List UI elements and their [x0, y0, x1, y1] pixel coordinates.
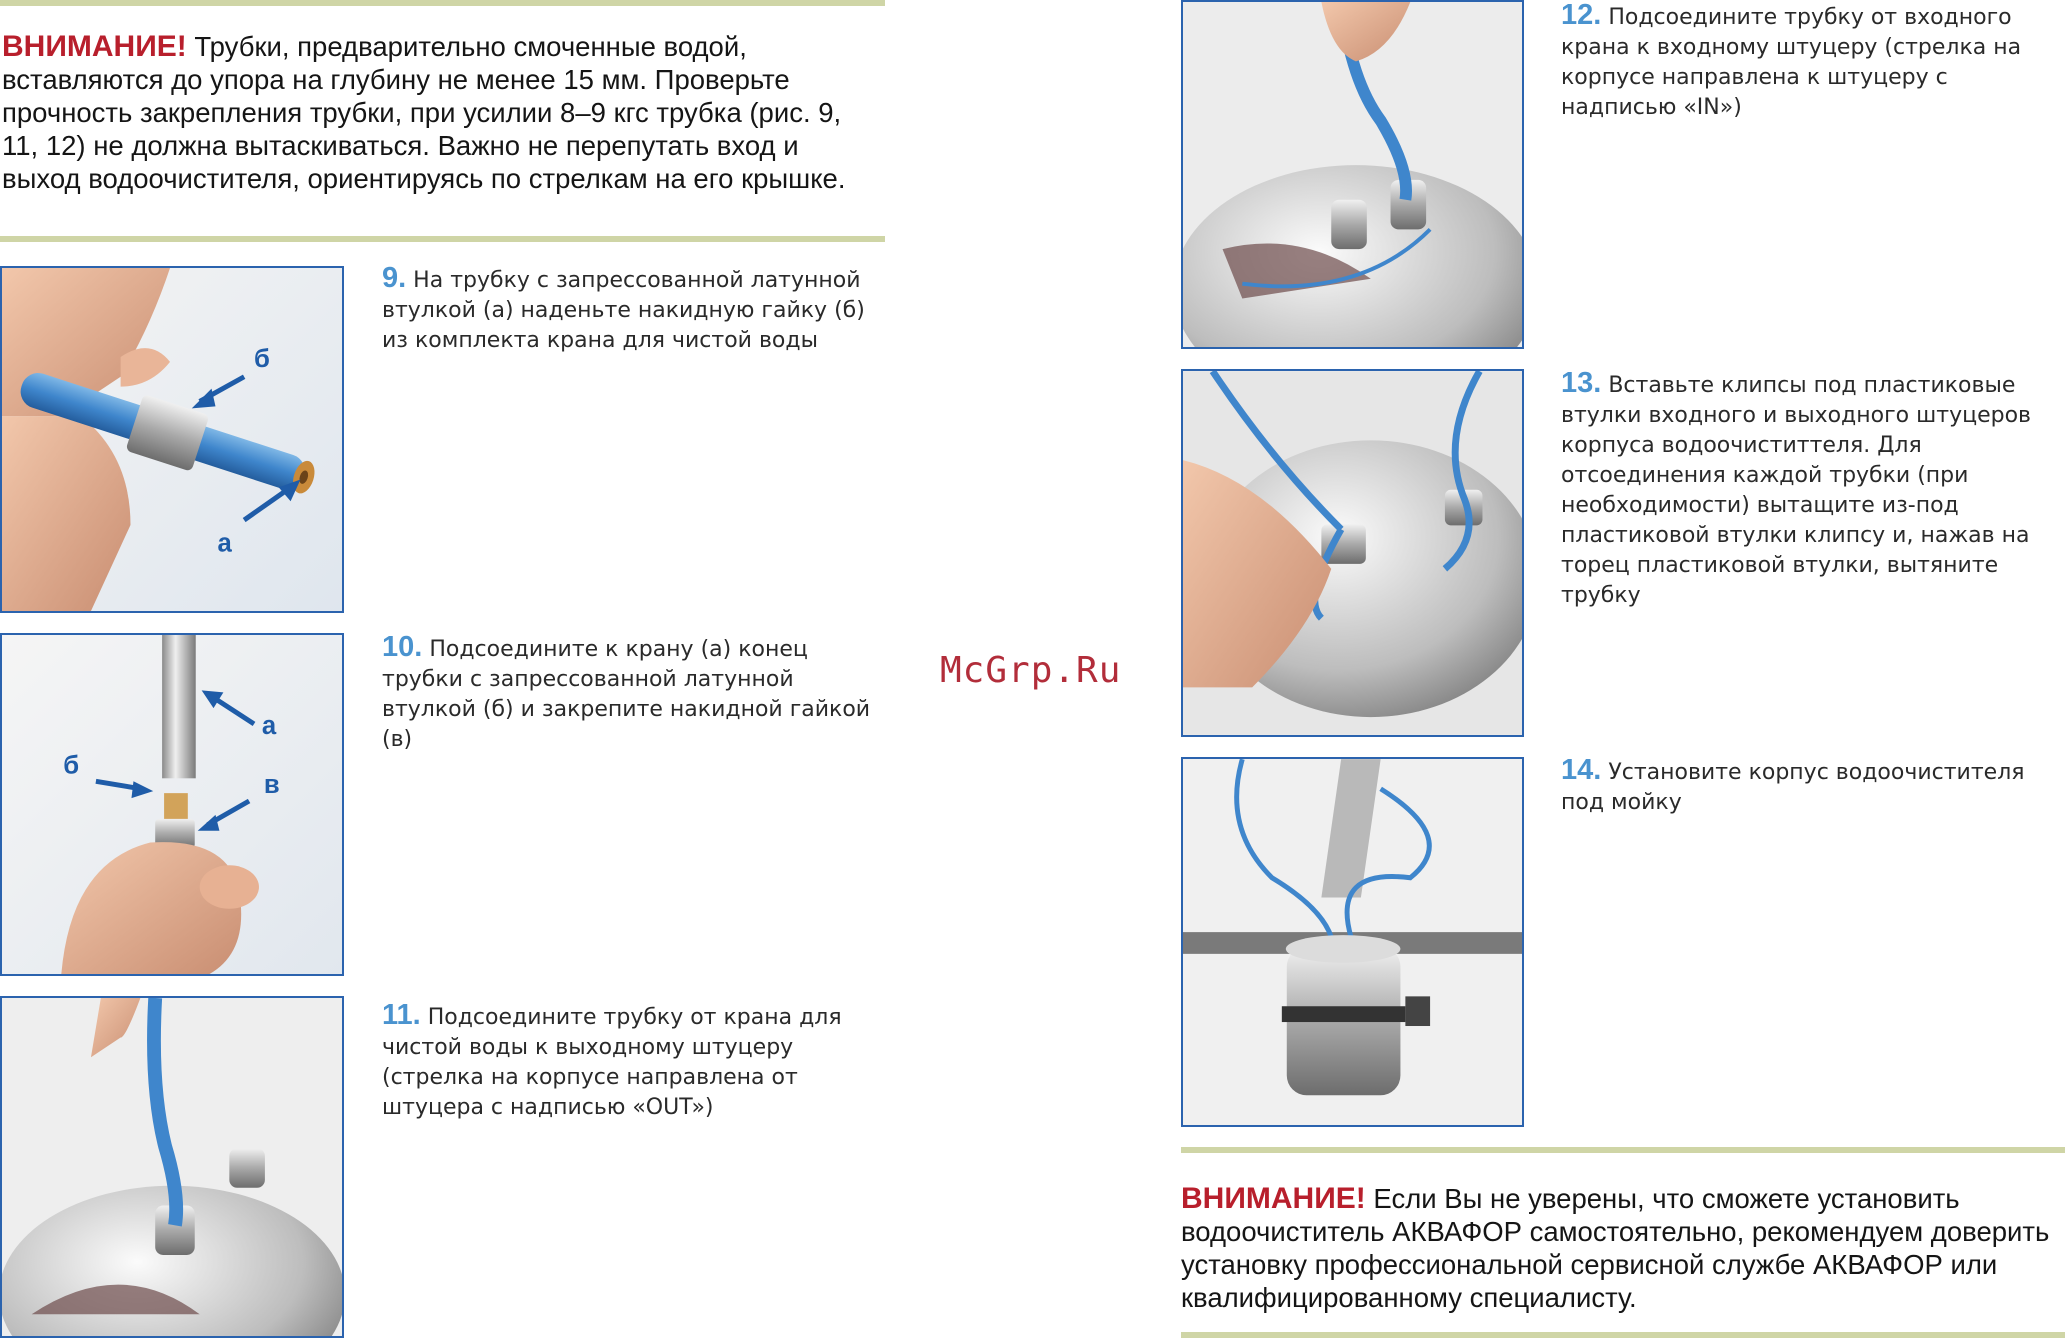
- step-14-number: 14.: [1561, 754, 1602, 786]
- bottom-warning: [1181, 1182, 2061, 1314]
- top-warning-text: Трубки, предварительно смоченные водой, вставляются до упора на глубину не менее 15 мм. Проверьте прочность закрепления трубки, при усилии 8–9 кгс трубка (рис. 9, 11, 12) не должна вытаскиваться. Важно не перепутать вход и выход водоочистителя, ориентируясь по стрелкам на его крышке.: [2, 31, 846, 194]
- photo-9-illustration: [2, 268, 342, 611]
- step-11-number: 11.: [382, 999, 421, 1031]
- step-9: [382, 263, 882, 356]
- step-13-number: 13.: [1561, 367, 1602, 399]
- top-warning: [2, 30, 882, 195]
- step-10-text: Подсоедините к крану (а) конец трубки с запрессованной латунной втулкой (б) и закрепите накидной гайкой (в): [382, 637, 871, 752]
- bottom-warning-rule-top: [1181, 1147, 2065, 1153]
- photo-13-illustration: [1183, 371, 1522, 735]
- photo-step-12: [1181, 0, 1524, 349]
- step-9-number: 9.: [382, 262, 407, 294]
- step-11-text: Подсоедините трубку от крана для чистой воды к выходному штуцеру (стрелка на корпусе направлена от штуцера с надписью «OUT»): [382, 1005, 842, 1120]
- photo-9-label-a: а: [217, 529, 232, 558]
- bottom-warning-rule-bottom: [1181, 1332, 2065, 1338]
- photo-10-label-b: б: [63, 751, 80, 780]
- photo-step-9: [0, 266, 344, 613]
- photo-11-illustration: [2, 998, 342, 1336]
- photo-step-14: [1181, 757, 1524, 1127]
- step-12: [1561, 0, 2061, 123]
- photo-10-label-v: в: [263, 771, 280, 800]
- bottom-warning-text: Если Вы не уверены, что сможете установить водоочиститель АКВАФОР самостоятельно, рекомендуем доверить установку профессиональной сервисной службе АКВАФОР или квалифицированному специалисту.: [1181, 1183, 2050, 1313]
- step-14-text: Установите корпус водоочистителя под мойку: [1561, 760, 2025, 815]
- top-rule: [0, 0, 885, 6]
- step-9-text: На трубку с запрессованной латунной втулкой (а) наденьте накидную гайку (б) из комплекта крана для чистой воды: [382, 268, 865, 353]
- photo-10-illustration: [2, 635, 342, 974]
- photo-step-10: [0, 633, 344, 976]
- bottom-warning-heading: ВНИМАНИЕ!: [1181, 1182, 1366, 1215]
- step-11: [382, 1000, 882, 1123]
- step-14: [1561, 755, 2061, 818]
- step-13: [1561, 368, 2061, 611]
- top-warning-heading: ВНИМАНИЕ!: [2, 30, 187, 63]
- watermark: McGrp.Ru: [940, 650, 1122, 691]
- step-10: [382, 632, 882, 755]
- top-warning-rule: [0, 236, 885, 242]
- photo-14-illustration: [1183, 759, 1522, 1125]
- step-12-text: Подсоедините трубку от входного крана к входному штуцеру (стрелка на корпусе направлена к штуцеру с надписью «IN»): [1561, 5, 2022, 120]
- step-12-number: 12.: [1561, 0, 1602, 31]
- step-10-number: 10.: [382, 631, 423, 663]
- photo-step-13: [1181, 369, 1524, 737]
- photo-9-label-b: б: [254, 344, 270, 373]
- photo-step-11: [0, 996, 344, 1338]
- step-13-text: Вставьте клипсы под пластиковые втулки входного и выходного штуцеров корпуса водоочиститтеля. Для отсоединения каждой трубки (при необходимости) вытащите из-под пластиковой втулки клипсу и, нажав на торец пластиковой втулки, вытяните трубку: [1561, 373, 2031, 608]
- photo-10-label-a: а: [261, 711, 277, 740]
- photo-12-illustration: [1183, 2, 1522, 347]
